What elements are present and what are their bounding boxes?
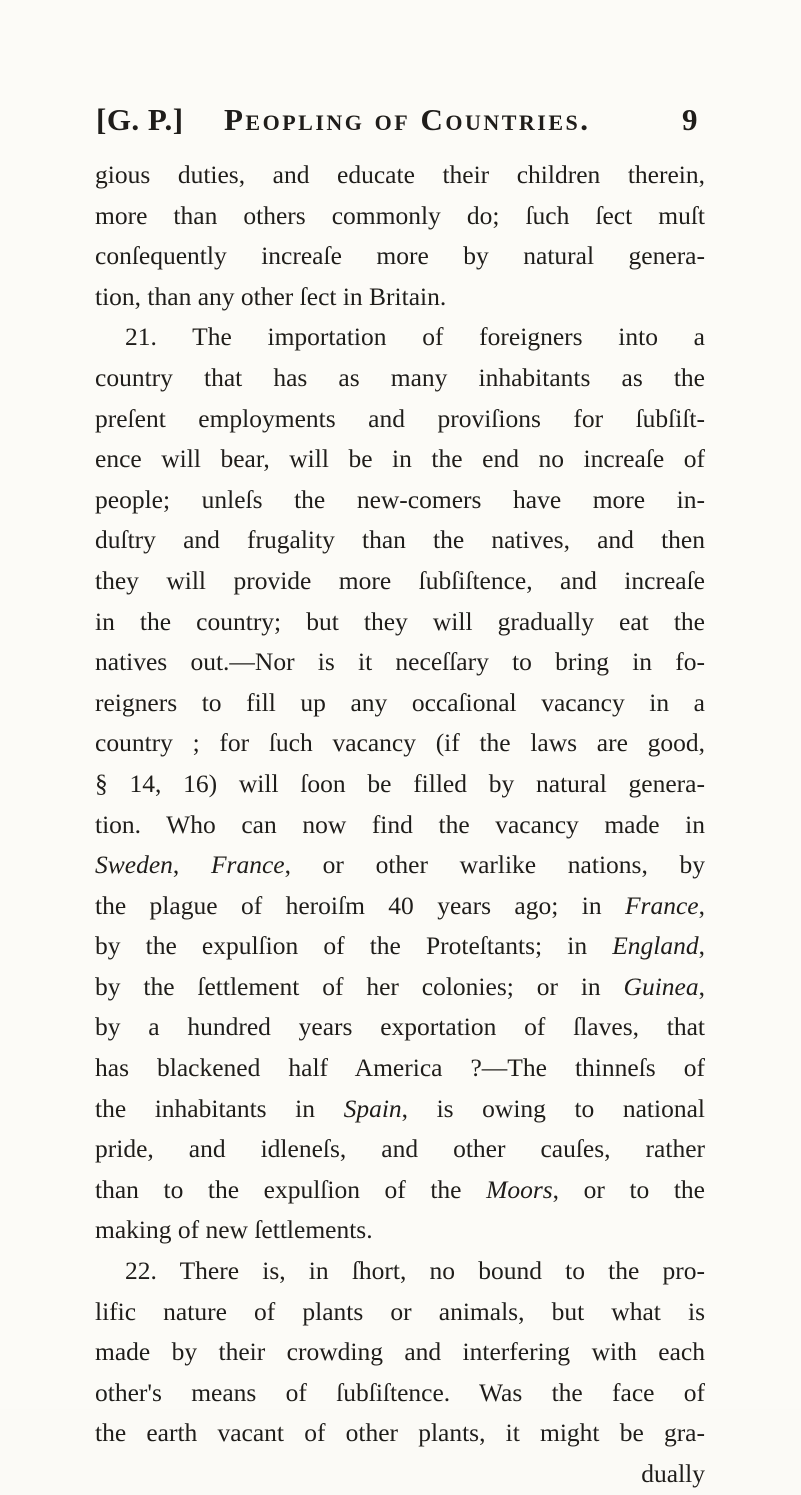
text-line	[95, 723, 705, 764]
running-header	[96, 102, 696, 152]
text-segment: , is owing to national	[401, 1093, 705, 1123]
text-segment: § 14, 16) will ſoon be filled by natural genera-	[95, 768, 705, 798]
text-line	[95, 1089, 705, 1130]
header-signature: [G. P.]	[96, 102, 184, 137]
text-segment: pride, and idleneſs, and other cauſes, rather	[95, 1134, 705, 1164]
text-line	[95, 845, 705, 886]
text-line	[95, 1413, 705, 1454]
header-title: Peopling of Countries.	[224, 102, 591, 137]
text-line	[95, 317, 705, 358]
italic-text: Sweden	[95, 850, 173, 880]
text-line	[95, 1332, 705, 1373]
italic-text: France	[210, 850, 285, 880]
text-line	[95, 1048, 705, 1089]
text-segment: the inhabitants in	[95, 1093, 344, 1123]
text-segment: by the expulſion of the Proteſtants; in	[95, 931, 613, 961]
text-segment: has blackened half America ?—The thinneſs of	[95, 1053, 705, 1083]
text-line	[95, 399, 705, 440]
text-segment: than to the expulſion of the	[95, 1174, 487, 1204]
text-segment: by a hundred years exportation of ſlaves, that	[95, 1012, 705, 1042]
text-segment: the plague of heroiſm 40 years ago; in	[95, 890, 625, 920]
text-segment: preſent employments and proviſions for ſubſiſt-	[95, 403, 705, 433]
text-segment: country that has as many inhabitants as the	[95, 362, 705, 392]
page-number: 9	[682, 102, 698, 137]
text-line	[95, 1210, 705, 1251]
text-line	[95, 196, 705, 237]
text-segment: tion. Who can now find the vacancy made in	[95, 809, 705, 839]
text-segment: dually	[641, 1459, 705, 1488]
text-segment: ,	[698, 890, 705, 920]
text-segment: made by their crowding and interfering with each	[95, 1337, 705, 1367]
text-segment: conſequently increaſe more by natural genera-	[95, 241, 705, 271]
text-segment: , or other warlike nations, by	[284, 850, 706, 880]
text-segment: natives out.—Nor is it neceſſary to bring in fo-	[95, 647, 705, 677]
text-line	[95, 480, 705, 521]
text-line	[95, 277, 705, 318]
text-line	[95, 1170, 705, 1211]
text-line	[95, 1292, 705, 1333]
text-line	[95, 683, 705, 724]
text-line	[95, 236, 705, 277]
text-segment: people; unleſs the new-comers have more in-	[95, 484, 705, 514]
text-segment: ,	[698, 931, 705, 961]
text-line	[95, 520, 705, 561]
italic-text: Guinea	[623, 971, 699, 1001]
text-line	[95, 642, 705, 683]
text-line	[95, 1373, 705, 1414]
text-line	[95, 886, 705, 927]
text-segment: duſtry and frugality than the natives, and then	[95, 525, 705, 555]
text-line	[95, 1454, 705, 1495]
italic-text: France	[624, 890, 699, 920]
text-segment: ,	[172, 850, 211, 880]
text-line	[95, 358, 705, 399]
text-line	[95, 1251, 705, 1292]
text-segment: reigners to fill up any occaſional vacancy in a	[95, 687, 705, 717]
text-segment: tion, than any other ſect in Britain.	[95, 281, 447, 311]
text-segment: the earth vacant of other plants, it might be gra-	[95, 1418, 705, 1448]
text-segment: 21. The importation of foreigners into a	[125, 322, 705, 352]
text-line	[95, 155, 705, 196]
body-text	[95, 155, 705, 1495]
text-segment: gious duties, and educate their children therein,	[95, 160, 705, 189]
text-segment: 22. There is, in ſhort, no bound to the pro-	[125, 1256, 705, 1286]
text-line	[95, 1129, 705, 1170]
text-line	[95, 1007, 705, 1048]
text-segment: making of new ſettlements.	[95, 1215, 373, 1245]
text-line	[95, 602, 705, 643]
text-segment: , or to the	[552, 1174, 706, 1204]
text-segment: in the country; but they will gradually eat the	[95, 606, 705, 636]
text-line	[95, 764, 705, 805]
italic-text: England	[612, 931, 699, 961]
text-segment: by the ſettlement of her colonies; or in	[95, 971, 624, 1001]
text-segment: other's means of ſubſiſtence. Was the face of	[95, 1377, 705, 1407]
text-segment: ence will bear, will be in the end no increaſe of	[95, 444, 705, 474]
text-segment: ,	[698, 971, 705, 1001]
text-line	[95, 805, 705, 846]
text-line	[95, 561, 705, 602]
text-line	[95, 967, 705, 1008]
text-segment: they will provide more ſubſiſtence, and increaſe	[95, 565, 705, 595]
text-line	[95, 439, 705, 480]
italic-text: Moors	[486, 1174, 553, 1204]
text-line	[95, 926, 705, 967]
text-segment: country ; for ſuch vacancy (if the laws are good,	[95, 728, 705, 758]
italic-text: Spain	[343, 1093, 402, 1123]
text-segment: more than others commonly do; ſuch ſect muſt	[95, 200, 705, 230]
text-segment: lific nature of plants or animals, but what is	[95, 1296, 705, 1326]
